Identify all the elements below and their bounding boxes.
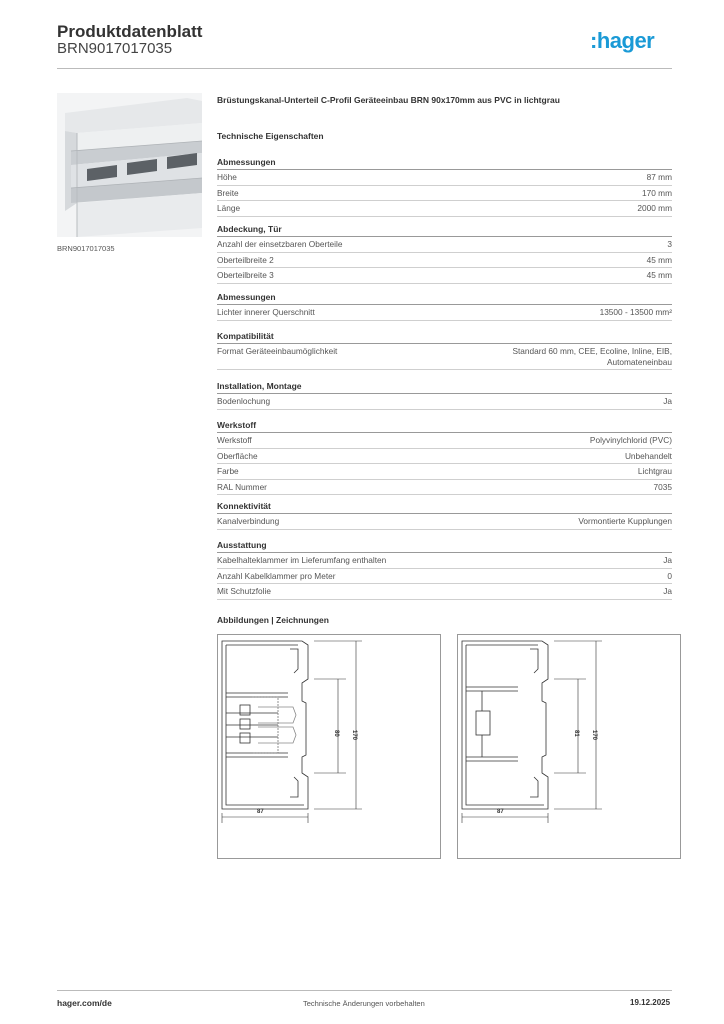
table-row: Anzahl der einsetzbaren Oberteile 3 <box>217 237 672 253</box>
technical-properties-heading: Technische Eigenschaften <box>217 131 324 141</box>
table-row: Länge 2000 mm <box>217 201 672 217</box>
table-row: Lichter innerer Querschnitt 13500 - 13500 mm² <box>217 305 672 321</box>
section-title: Abmessungen <box>217 156 672 170</box>
drawings-heading: Abbildungen | Zeichnungen <box>217 615 329 625</box>
table-row: Farbe Lichtgrau <box>217 464 672 480</box>
dim-width-label: 87 <box>257 809 264 815</box>
table-row: RAL Nummer 7035 <box>217 480 672 496</box>
footer-date: 19.12.2025 <box>630 998 671 1007</box>
footer-website-link[interactable]: hager.com/de <box>57 998 112 1008</box>
table-row: Bodenlochung Ja <box>217 394 672 410</box>
header-divider <box>57 68 672 69</box>
table-row: Anzahl Kabelklammer pro Meter 0 <box>217 569 672 585</box>
section-title: Ausstattung <box>217 539 672 553</box>
dim-height-label: 170 <box>351 730 357 741</box>
section-title: Konnektivität <box>217 500 672 514</box>
table-row: Werkstoff Polyvinylchlorid (PVC) <box>217 433 672 449</box>
dim-width-label: 87 <box>497 809 504 815</box>
section-abdeckung-tuer <box>217 223 672 284</box>
section-title: Werkstoff <box>217 419 672 433</box>
photo-caption: BRN9017017035 <box>57 244 115 253</box>
section-abmessungen <box>217 156 672 217</box>
table-row: Breite 170 mm <box>217 186 672 202</box>
page-title: Produktdatenblatt <box>57 22 203 41</box>
article-number: BRN9017017035 <box>57 40 173 57</box>
table-row: Kabelhalteklammer im Lieferumfang enthalten Ja <box>217 553 672 569</box>
section-kompatibilitaet <box>217 330 672 370</box>
table-row: Kanalverbindung Vormontierte Kupplungen <box>217 514 672 530</box>
section-konnektivitaet <box>217 500 672 530</box>
table-row: Oberteilbreite 3 45 mm <box>217 268 672 284</box>
table-row: Mit Schutzfolie Ja <box>217 584 672 600</box>
footer-notice: Technische Änderungen vorbehalten <box>303 999 425 1008</box>
technical-drawing-2 <box>457 634 681 859</box>
section-abmessungen-2 <box>217 291 672 321</box>
dim-inner-label: 81 <box>573 730 579 737</box>
product-title: Brüstungskanal-Unterteil C-Profil Geräteeinbau BRN 90x170mm aus PVC in lichtgrau <box>217 95 560 105</box>
section-title: Kompatibilität <box>217 330 672 344</box>
dim-inner-label: 80 <box>333 730 339 737</box>
table-row: Oberteilbreite 2 45 mm <box>217 253 672 269</box>
dim-height-label: 170 <box>591 730 597 741</box>
technical-drawing-1 <box>217 634 441 859</box>
table-row: Format Geräteeinbaumöglichkeit Standard 60 mm, CEE, Ecoline, Inline, EIB, Automateneinbau <box>217 344 672 370</box>
table-row: Höhe 87 mm <box>217 170 672 186</box>
section-title: Abmessungen <box>217 291 672 305</box>
product-photo <box>57 93 202 237</box>
section-ausstattung <box>217 539 672 600</box>
table-row: Oberfläche Unbehandelt <box>217 449 672 465</box>
section-title: Abdeckung, Tür <box>217 223 672 237</box>
section-installation-montage <box>217 380 672 410</box>
hager-logo: :hager <box>590 28 655 53</box>
section-werkstoff <box>217 419 672 495</box>
footer-divider <box>57 990 672 991</box>
section-title: Installation, Montage <box>217 380 672 394</box>
